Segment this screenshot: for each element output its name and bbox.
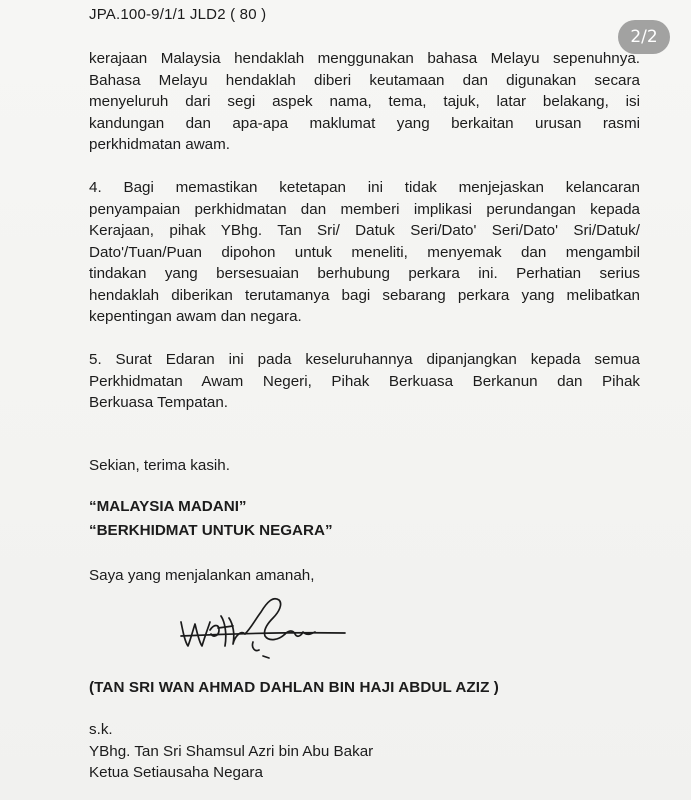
paragraph-continuation: [89, 48, 640, 156]
reference-number: JPA.100-9/1/1 JLD2 ( 80 ): [89, 6, 267, 23]
cc-name: YBhg. Tan Sri Shamsul Azri bin Abu Bakar: [89, 743, 374, 760]
page-indicator: 2/2: [618, 20, 670, 54]
paragraph-line: penyampaian perkhidmatan dan memberi implikasi perundangan kepada: [89, 200, 640, 218]
paragraph-line: 4. Bagi memastikan ketetapan ini tidak menjejaskan kelancaran: [89, 179, 640, 196]
paragraph-line: kepentingan awam dan negara.: [89, 308, 302, 325]
paragraph-line: Bahasa Melayu hendaklah diberi keutamaan dan digunakan secara: [89, 71, 640, 89]
paragraph-line: perkhidmatan awam.: [89, 136, 230, 153]
signer-name: (TAN SRI WAN AHMAD DAHLAN BIN HAJI ABDUL AZIZ ): [89, 679, 499, 696]
closing-text: Sekian, terima kasih.: [89, 457, 230, 474]
signature-image: [175, 590, 375, 665]
paragraph-4: [89, 177, 640, 328]
sk-label: s.k.: [89, 721, 113, 738]
amanah-text: Saya yang menjalankan amanah,: [89, 567, 315, 584]
paragraph-line: 5. Surat Edaran ini pada keseluruhannya dipanjangkan kepada semua: [89, 351, 640, 368]
paragraph-line: Perkhidmatan Awam Negeri, Pihak Berkuasa Berkanun dan Pihak: [89, 372, 640, 390]
slogan-malaysia-madani: “MALAYSIA MADANI”: [89, 498, 247, 515]
paragraph-line: Kerajaan, pihak YBhg. Tan Sri/ Datuk Seri/Dato' Seri/Dato' Sri/Datuk/: [89, 222, 640, 239]
paragraph-5: [89, 349, 640, 414]
slogan-berkhidmat: “BERKHIDMAT UNTUK NEGARA”: [89, 522, 333, 539]
paragraph-line: kerajaan Malaysia hendaklah menggunakan bahasa Melayu sepenuhnya.: [89, 50, 640, 67]
cc-title: Ketua Setiausaha Negara: [89, 764, 263, 781]
paragraph-line: tindakan yang bersesuaian berhubung perkara ini. Perhatian serius: [89, 265, 640, 282]
paragraph-line: Berkuasa Tempatan.: [89, 394, 229, 411]
paragraph-line: kandungan dan apa-apa maklumat yang berkaitan urusan rasmi: [89, 114, 640, 132]
paragraph-line: hendaklah diberikan terutamanya bagi sebarang perkara yang melibatkan: [89, 286, 640, 304]
paragraph-line: menyeluruh dari segi aspek nama, tema, tajuk, latar belakang, isi: [89, 93, 640, 110]
paragraph-line: Dato'/Tuan/Puan dipohon untuk meneliti, menyemak dan mengambil: [89, 243, 640, 261]
